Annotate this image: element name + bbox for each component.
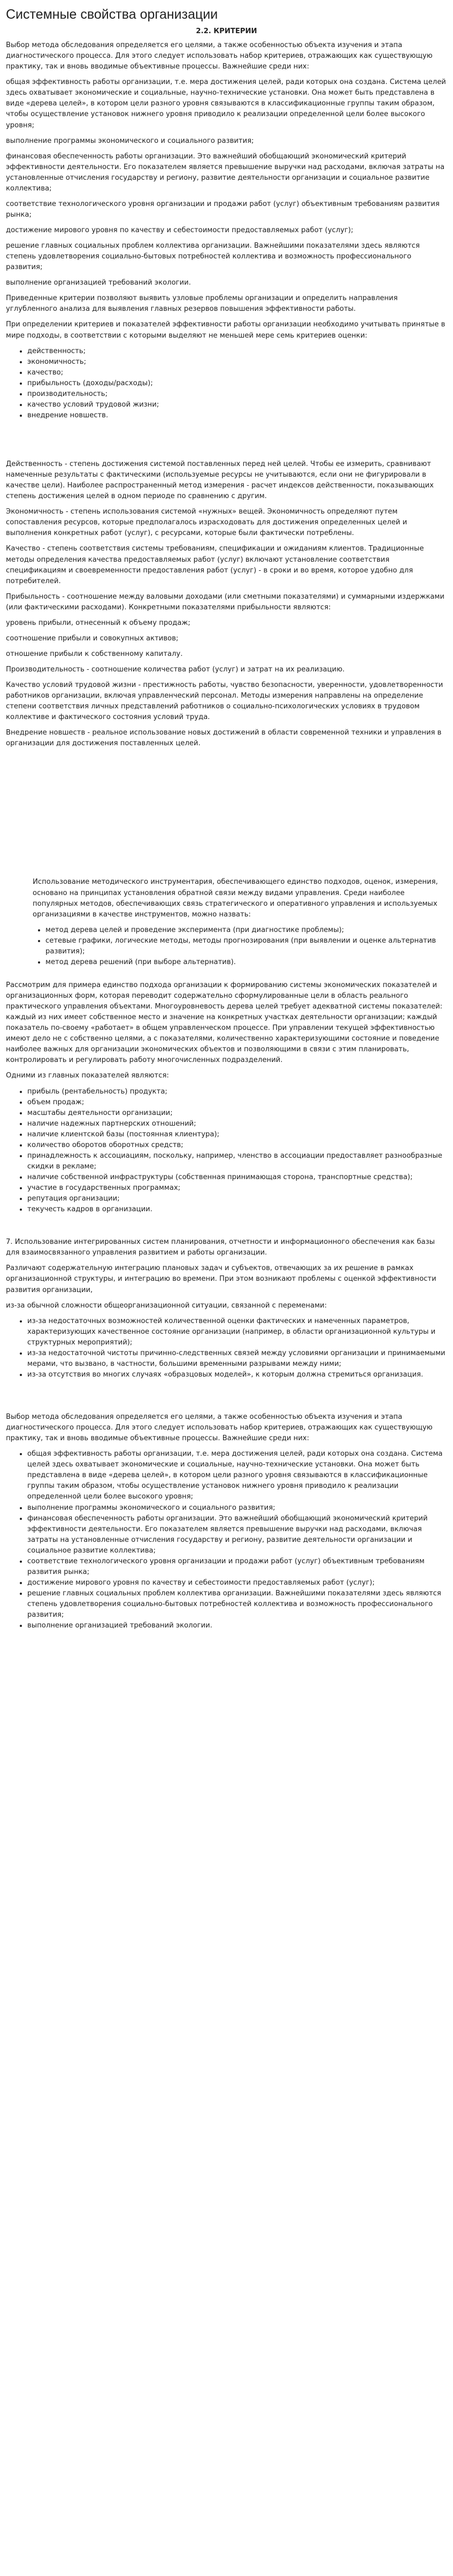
list-item: • из-за отсутствия во многих случаях «образцовых моделей», к которым должна стремиться организация. xyxy=(27,1370,447,1380)
paragraph: Производительность - соотношение количества работ (услуг) и затрат на их реализацию. xyxy=(6,666,345,674)
list-item: • метод дерева решений (при выборе альтернатив). xyxy=(45,957,447,968)
list-item: • прибыль (рентабельность) продукта; xyxy=(27,1087,447,1097)
paragraph: Выбор метода обследования определяется его целями, а также особенностью объекта изучения и этапа диагностического процесса. Для этого следует использовать набор критериев, отражающих как существующую практику, так и вновь вводимые объективные процессы. Важнейшие среди них: xyxy=(6,1413,433,1443)
list-item: • наличие надежных партнерских отношений; xyxy=(27,1119,447,1129)
list-item: • производительность; xyxy=(27,389,447,400)
document-page xyxy=(6,4,447,1631)
spacer xyxy=(6,1385,447,1412)
list-item: • выполнение организацией требований экологии. xyxy=(27,1620,447,1631)
list-item: • соответствие технологического уровня организации и продажи работ (услуг) объективным требованиям развития рынка; xyxy=(27,1556,447,1578)
list-item: • экономичность; xyxy=(27,357,447,368)
list-item: • общая эффективность работы организации, т.е. мера достижения целей, ради которых она создана. Система целей здесь охватывает экономические и социальные, научно-технические установки. Она может быть представлена в виде «дерева целей», в котором цели разного уровня связываются в классификационные группы таким образом, чтобы осуществление установок нижнего уровня приводило к реализации определенной цели более высокого уровня; xyxy=(27,1449,447,1502)
list-item: • текучесть кадров в организации. xyxy=(27,1204,447,1215)
list-item: • репутация организации; xyxy=(27,1194,447,1204)
list-item: • действенность; xyxy=(27,346,447,357)
spacer xyxy=(6,754,447,877)
list-item: • прибыльность (доходы/расходы); xyxy=(27,378,447,389)
paragraph: Качество - степень соответствия системы требованиям, спецификации и ожиданиям клиентов. Традиционные методы определения качества предоставляемых работ (услуг) включают установление соответствия спецификациям и своевременности предоставления работ (услуг) - в сроки и во время, которое удобно для потребителей. xyxy=(6,545,424,585)
paragraph: финансовая обеспеченность работы организации. Это важнейший обобщающий экономический критерий эффективности деятельности. Его показателем является превышение выручки над расходами, включая затраты на установленные отчисления государству и региону, развитие деятельности организации и социальное развитие коллектива; xyxy=(6,152,445,193)
planning-section xyxy=(6,1237,447,1380)
problems-list xyxy=(6,1316,447,1380)
list-item: • из-за недостаточной чистоты причинно-следственных связей между условиями организации и принимаемыми мерами, что вызвано, в частности, большими временными разрывами между ними; xyxy=(27,1348,447,1370)
paragraph: Прибыльность - соотношение между валовыми доходами (или сметными показателями) и суммарными издержками (или фактическими расходами). Конкретными показателями прибыльности являются: xyxy=(6,592,444,611)
paragraph: Использование методического инструментария, обеспечивающего единство подходов, оценок, измерения, основано на принципах установления обратной связи между видами управления. Среди наиболее популярных методов, обеспечивающих связь стратегического и оперативного управления и используемых организациями в качестве инструментов, можно назвать: xyxy=(33,878,438,919)
criteria-repeat-list xyxy=(6,1449,447,1631)
paragraph: соответствие технологического уровня организации и продажи работ (услуг) объективным требованиям развития рынка; xyxy=(6,200,440,219)
list-item: • принадлежность к ассоциациям, поскольку, например, членство в ассоциации предоставляет разнообразные скидки в рекламе; xyxy=(27,1151,447,1172)
paragraph: Действенность - степень достижения системой поставленных перед ней целей. Чтобы ее измерить, сравнивают намеченные результаты с фактическими (используемые ресурсы не учитываются, если они не фигурировали в качестве цели). Наиболее распространенный метод измерения - расчет индексов действенности, показывающих степень достижения целей в одном периоде по сравнению с другим. xyxy=(6,460,434,501)
paragraph: выполнение организацией требований экологии. xyxy=(6,279,191,287)
paragraph: отношение прибыли к собственному капиталу. xyxy=(6,649,183,658)
paragraph: достижение мирового уровня по качеству и себестоимости предоставляемых работ (услуг); xyxy=(6,226,354,234)
section-heading: 2.2. КРИТЕРИИ xyxy=(196,27,257,35)
list-item: • качество условий трудовой жизни; xyxy=(27,400,447,410)
indicators-section xyxy=(6,980,447,1215)
list-item: • качество; xyxy=(27,368,447,378)
paragraph: уровень прибыли, отнесенный к объему продаж; xyxy=(6,618,190,627)
list-item: • метод дерева целей и проведение эксперимента (при диагностике проблемы); xyxy=(45,925,447,936)
list-item: • внедрение новшеств. xyxy=(27,410,447,421)
indicators-list xyxy=(6,1087,447,1216)
list-item: • количество оборотов оборотных средств; xyxy=(27,1140,447,1151)
methods-list xyxy=(33,925,447,968)
list-item: • объем продаж; xyxy=(27,1097,447,1108)
list-item: • решение главных социальных проблем коллектива организации. Важнейшими показателями здесь являются степень удовлетворения социально-бытовых потребностей коллектива и возможность профессионального развития; xyxy=(27,1588,447,1620)
list-item: • наличие собственной инфраструктуры (собственная принимающая сторона, транспортные средства); xyxy=(27,1172,447,1183)
paragraph: соотношение прибыли и совокупных активов; xyxy=(6,634,179,643)
paragraph: Качество условий трудовой жизни - престижность работы, чувство безопасности, уверенности, удовлетворенности работников организации, включая управленческий персонал. Методы измерения направлены на определение степени соответствия личных представлений работников о социально-психологических условиях в трудовом коллективе и фактического состояния условий труда. xyxy=(6,681,443,722)
list-item: • участие в государственных программах; xyxy=(27,1183,447,1194)
page-title: Системные свойства организации xyxy=(6,7,218,22)
paragraph: При определении критериев и показателей эффективности работы организации необходимо учитывать принятые в мире подходы, в соответствии с которыми выделяют не меньшей мере семь критериев оценки: xyxy=(6,320,446,340)
list-item: • из-за недостаточных возможностей количественной оценки фактических и намеченных параметров, характеризующих качественное состояние организации (например, в области организационной культуры и структурных мероприятий); xyxy=(27,1316,447,1348)
paragraph: выполнение программы экономического и социального развития; xyxy=(6,136,254,145)
list-item: • достижение мирового уровня по качеству и себестоимости предоставляемых работ (услуг); xyxy=(27,1578,447,1588)
paragraph: Внедрение новшеств - реальное использование новых достижений в области современной техники и управления в организации для достижения поставленных целей. xyxy=(6,729,442,748)
methods-section xyxy=(6,877,447,968)
list-item: • наличие клиентской базы (постоянная клиентура); xyxy=(27,1129,447,1140)
spacer xyxy=(6,1220,447,1237)
criteria-list xyxy=(6,346,447,421)
list-item: • сетевые графики, логические методы, методы прогнозирования (при выявлении и оценке альтернатив развития); xyxy=(45,936,447,957)
list-item: • масштабы деятельности организации; xyxy=(27,1108,447,1119)
criteria-section xyxy=(6,40,447,421)
paragraph: Рассмотрим для примера единство подхода организации к формированию системы экономических показателей и организационных форм, которая переводит содержательно сформулированные цели в область реального практического управления объектами. Многоуровневость дерева целей требует адекватной системы показателей: каждый из них имеет собственное место и значение на конкретных участках деятельности организации; каждый показатель по-своему «работает» в общем управленческом процессе. При управлении текущей эффективностью имеют дело не с собственно целями, а с показателями, количественно характеризующими состояние и поведение наиболее важных для организации экономических объектов и позволяющими в связи с этим планировать, контролировать и регулировать работу многочисленных подразделений. xyxy=(6,981,443,1065)
paragraph: решение главных социальных проблем коллектива организации. Важнейшими показателями здесь являются степень удовлетворения социально-бытовых потребностей коллектива и возможность профессионального развития; xyxy=(6,242,420,272)
paragraph: из-за обычной сложности общеорганизационной ситуации, связанной с переменами: xyxy=(6,1301,327,1310)
paragraph: 7. Использование интегрированных систем планирования, отчетности и информационного обеспечения как базы для взаимосвязанного управления развитием и работы организации. xyxy=(6,1238,435,1257)
paragraph: Одними из главных показателей являются: xyxy=(6,1072,169,1080)
spacer xyxy=(6,973,447,980)
paragraph: Приведенные критерии позволяют выявить узловые проблемы организации и определить направления углубленного анализа для выявления главных резервов повышения эффективности работы. xyxy=(6,294,398,314)
paragraph: Экономичность - степень использования системой «нужных» вещей. Экономичность определяют путем сопоставления ресурсов, которые предполагалось израсходовать для достижения определенных целей и выполнения конкретных работ (услуг), с ресурсами, которые были фактически потреблены. xyxy=(6,508,408,538)
list-item: • финансовая обеспеченность работы организации. Это важнейший обобщающий экономический критерий эффективности деятельности. Его показателем является превышение выручки над расходами, включая затраты на установленные отчисления государству и региону, развитие деятельности организации и социальное развитие коллектива; xyxy=(27,1514,447,1556)
spacer xyxy=(6,426,447,459)
paragraph: Выбор метода обследования определяется его целями, а также особенностью объекта изучения и этапа диагностического процесса. Для этого следует использовать набор критериев, отражающих как существующую практику, так и вновь вводимые объективные процессы. Важнейшие среди них: xyxy=(6,41,433,71)
list-item: • выполнение программы экономического и социального развития; xyxy=(27,1503,447,1514)
paragraph: общая эффективность работы организации, т.е. мера достижения целей, ради которых она создана. Система целей здесь охватывает экономические и социальные, научно-технические установки. Она может быть представлена в виде «дерева целей», в котором цели разного уровня связываются в классификационные группы таким образом, чтобы осуществление установок нижнего уровня приводило к реализации определенной цели более высокого уровня; xyxy=(6,78,446,129)
paragraph: Различают содержательную интеграцию плановых задач и субъектов, отвечающих за их решение в рамках организационной структуры, и интеграцию во времени. При этом возникают проблемы с оценкой эффективности развития организации, xyxy=(6,1264,436,1294)
criteria-definitions xyxy=(6,459,447,749)
criteria-repeat-section xyxy=(6,1412,447,1631)
